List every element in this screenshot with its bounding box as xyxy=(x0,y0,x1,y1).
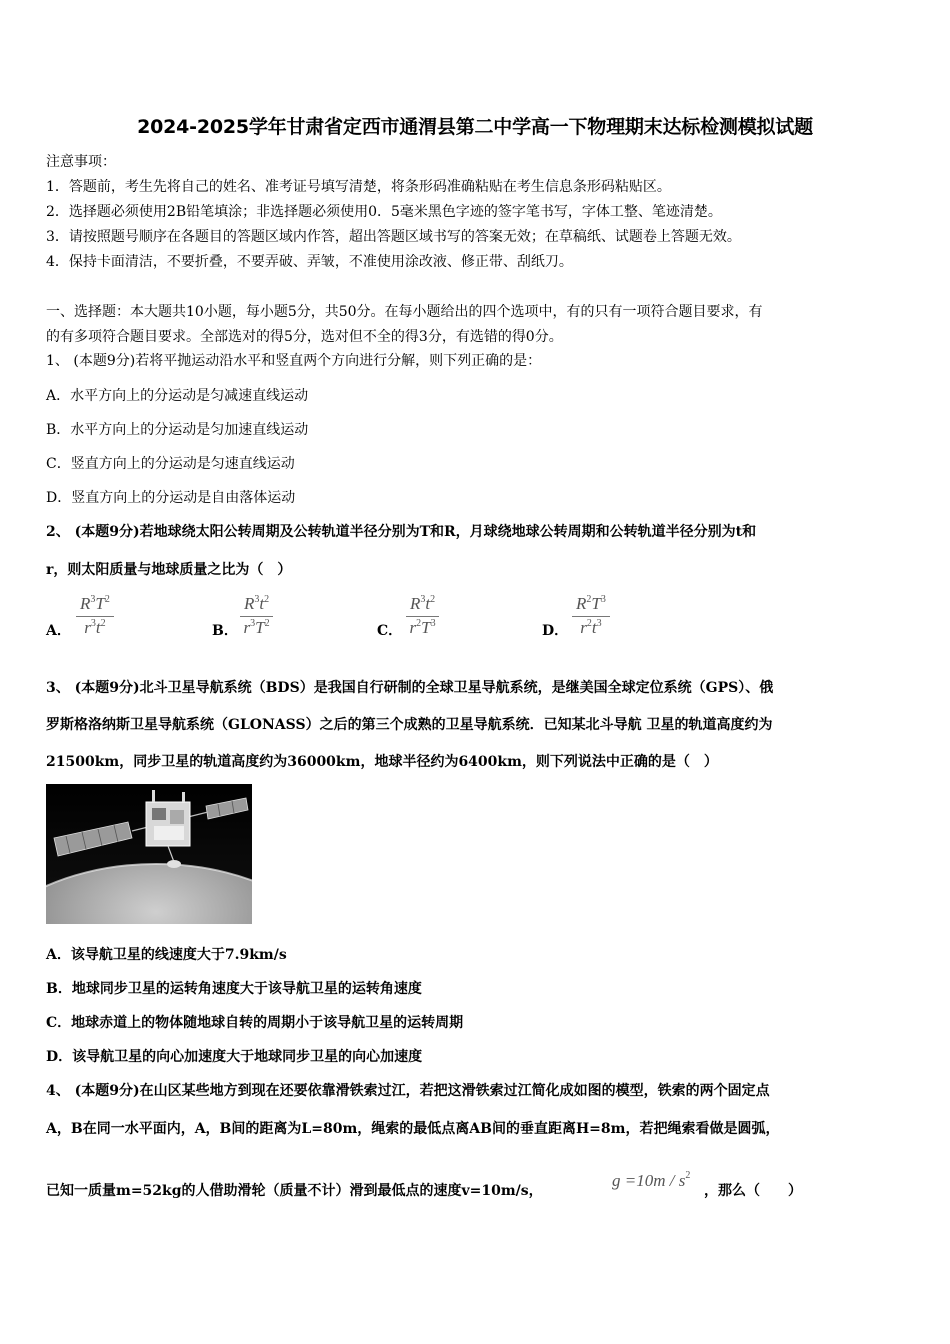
q4-stem-line-2: A，B在同一水平面内，A，B间的距离为L=80m，绳索的最低点离AB间的垂直距离H=8m，若把绳索看做是圆弧， xyxy=(46,1121,780,1137)
q2-option-b-fraction: $\frac{R^3t^2}{r^3T^2}$ xyxy=(240,594,273,638)
q2-option-d-fraction: $\frac{R^2T^3}{r^2t^3}$ xyxy=(572,594,610,638)
q1-option-b: B．水平方向上的分运动是匀加速直线运动 xyxy=(46,422,309,438)
q2-stem-line-1: 2、 (本题9分)若地球绕太阳公转周期及公转轨道半径分别为T和R，月球绕地球公转周期和公转轨道半径分别为t和 xyxy=(46,524,757,540)
q2-option-c-fraction: $\frac{R^3t^2}{r^2T^3}$ xyxy=(406,594,439,638)
q2-option-d-label: D． xyxy=(542,623,569,639)
q4-stem-line-3-text: 已知一质量m=52kg的人借助滑轮（质量不计）滑到最低点的速度v=10m/s， xyxy=(46,1183,543,1199)
q1-option-c: C．竖直方向上的分运动是匀速直线运动 xyxy=(46,456,295,472)
satellite-image xyxy=(46,784,252,924)
q3-stem-line-1: 3、 (本题9分)北斗卫星导航系统（BDS）是我国自行研制的全球卫星导航系统，是继美国全球定位系统（GPS）、俄 xyxy=(46,680,774,696)
q4-stem-line-3-end: ，那么（ ） xyxy=(704,1183,802,1199)
q2-option-a-fraction: $\frac{R^3T^2}{r^3t^2}$ xyxy=(76,594,114,638)
section-intro-line-2: 的有多项符合题目要求。全部选对的得5分，选对但不全的得3分，有选错的得0分。 xyxy=(46,329,563,345)
q3-option-a: A．该导航卫星的线速度大于7.9km/s xyxy=(46,947,287,963)
q4-stem-line-3 xyxy=(46,1181,543,1201)
q3-option-d: D．该导航卫星的向心加速度大于地球同步卫星的向心加速度 xyxy=(46,1049,423,1065)
notice-item-2: 2．选择题必须使用2B铅笔填涂；非选择题必须使用0．5毫米黑色字迹的签字笔书写，字体工整、笔迹清楚。 xyxy=(46,204,722,220)
section-intro-line-1: 一、选择题：本大题共10小题，每小题5分，共50分。在每小题给出的四个选项中，有的只有一项符合题目要求，有 xyxy=(46,304,763,320)
q3-option-b: B．地球同步卫星的运转角速度大于该导航卫星的运转角速度 xyxy=(46,981,422,997)
notice-item-1: 1．答题前，考生先将自己的姓名、准考证号填写清楚，将条形码准确粘贴在考生信息条形码粘贴区。 xyxy=(46,179,671,195)
q4-gravity-formula: $g =10m / s^2$ xyxy=(612,1170,691,1190)
q2-stem-line-2: r，则太阳质量与地球质量之比为（ ） xyxy=(46,562,292,578)
notice-item-3: 3．请按照题号顺序在各题目的答题区域内作答，超出答题区域书写的答案无效；在草稿纸、试题卷上答题无效。 xyxy=(46,229,741,245)
q1-option-a: A．水平方向上的分运动是匀减速直线运动 xyxy=(46,388,309,404)
q2-option-b-label: B． xyxy=(212,623,238,639)
notice-item-4: 4．保持卡面清洁，不要折叠，不要弄破、弄皱，不准使用涂改液、修正带、刮纸刀。 xyxy=(46,254,573,270)
q2-option-c-label: C． xyxy=(377,623,403,639)
page-title: 2024-2025学年甘肃省定西市通渭县第二中学高一下物理期末达标检测模拟试题 xyxy=(137,116,813,138)
q1-option-d: D．竖直方向上的分运动是自由落体运动 xyxy=(46,490,296,506)
q3-stem-line-2: 罗斯格洛纳斯卫星导航系统（GLONASS）之后的第三个成熟的卫星导航系统．已知某北斗导航 卫星的轨道高度约为 xyxy=(46,717,773,733)
q1-stem: 1、 (本题9分)若将平抛运动沿水平和竖直两个方向进行分解，则下列正确的是： xyxy=(46,353,542,369)
q4-stem-line-1: 4、 (本题9分)在山区某些地方到现在还要依靠滑铁索过江，若把这滑铁索过江简化成如图的模型，铁索的两个固定点 xyxy=(46,1083,770,1099)
q3-option-c: C．地球赤道上的物体随地球自转的周期小于该导航卫星的运转周期 xyxy=(46,1015,464,1031)
q3-stem-line-3: 21500km，同步卫星的轨道高度约为36000km，地球半径约为6400km，则下列说法中正确的是（ ） xyxy=(46,754,718,770)
q2-option-a-label: A． xyxy=(46,623,71,639)
notice-heading: 注意事项： xyxy=(46,154,116,170)
